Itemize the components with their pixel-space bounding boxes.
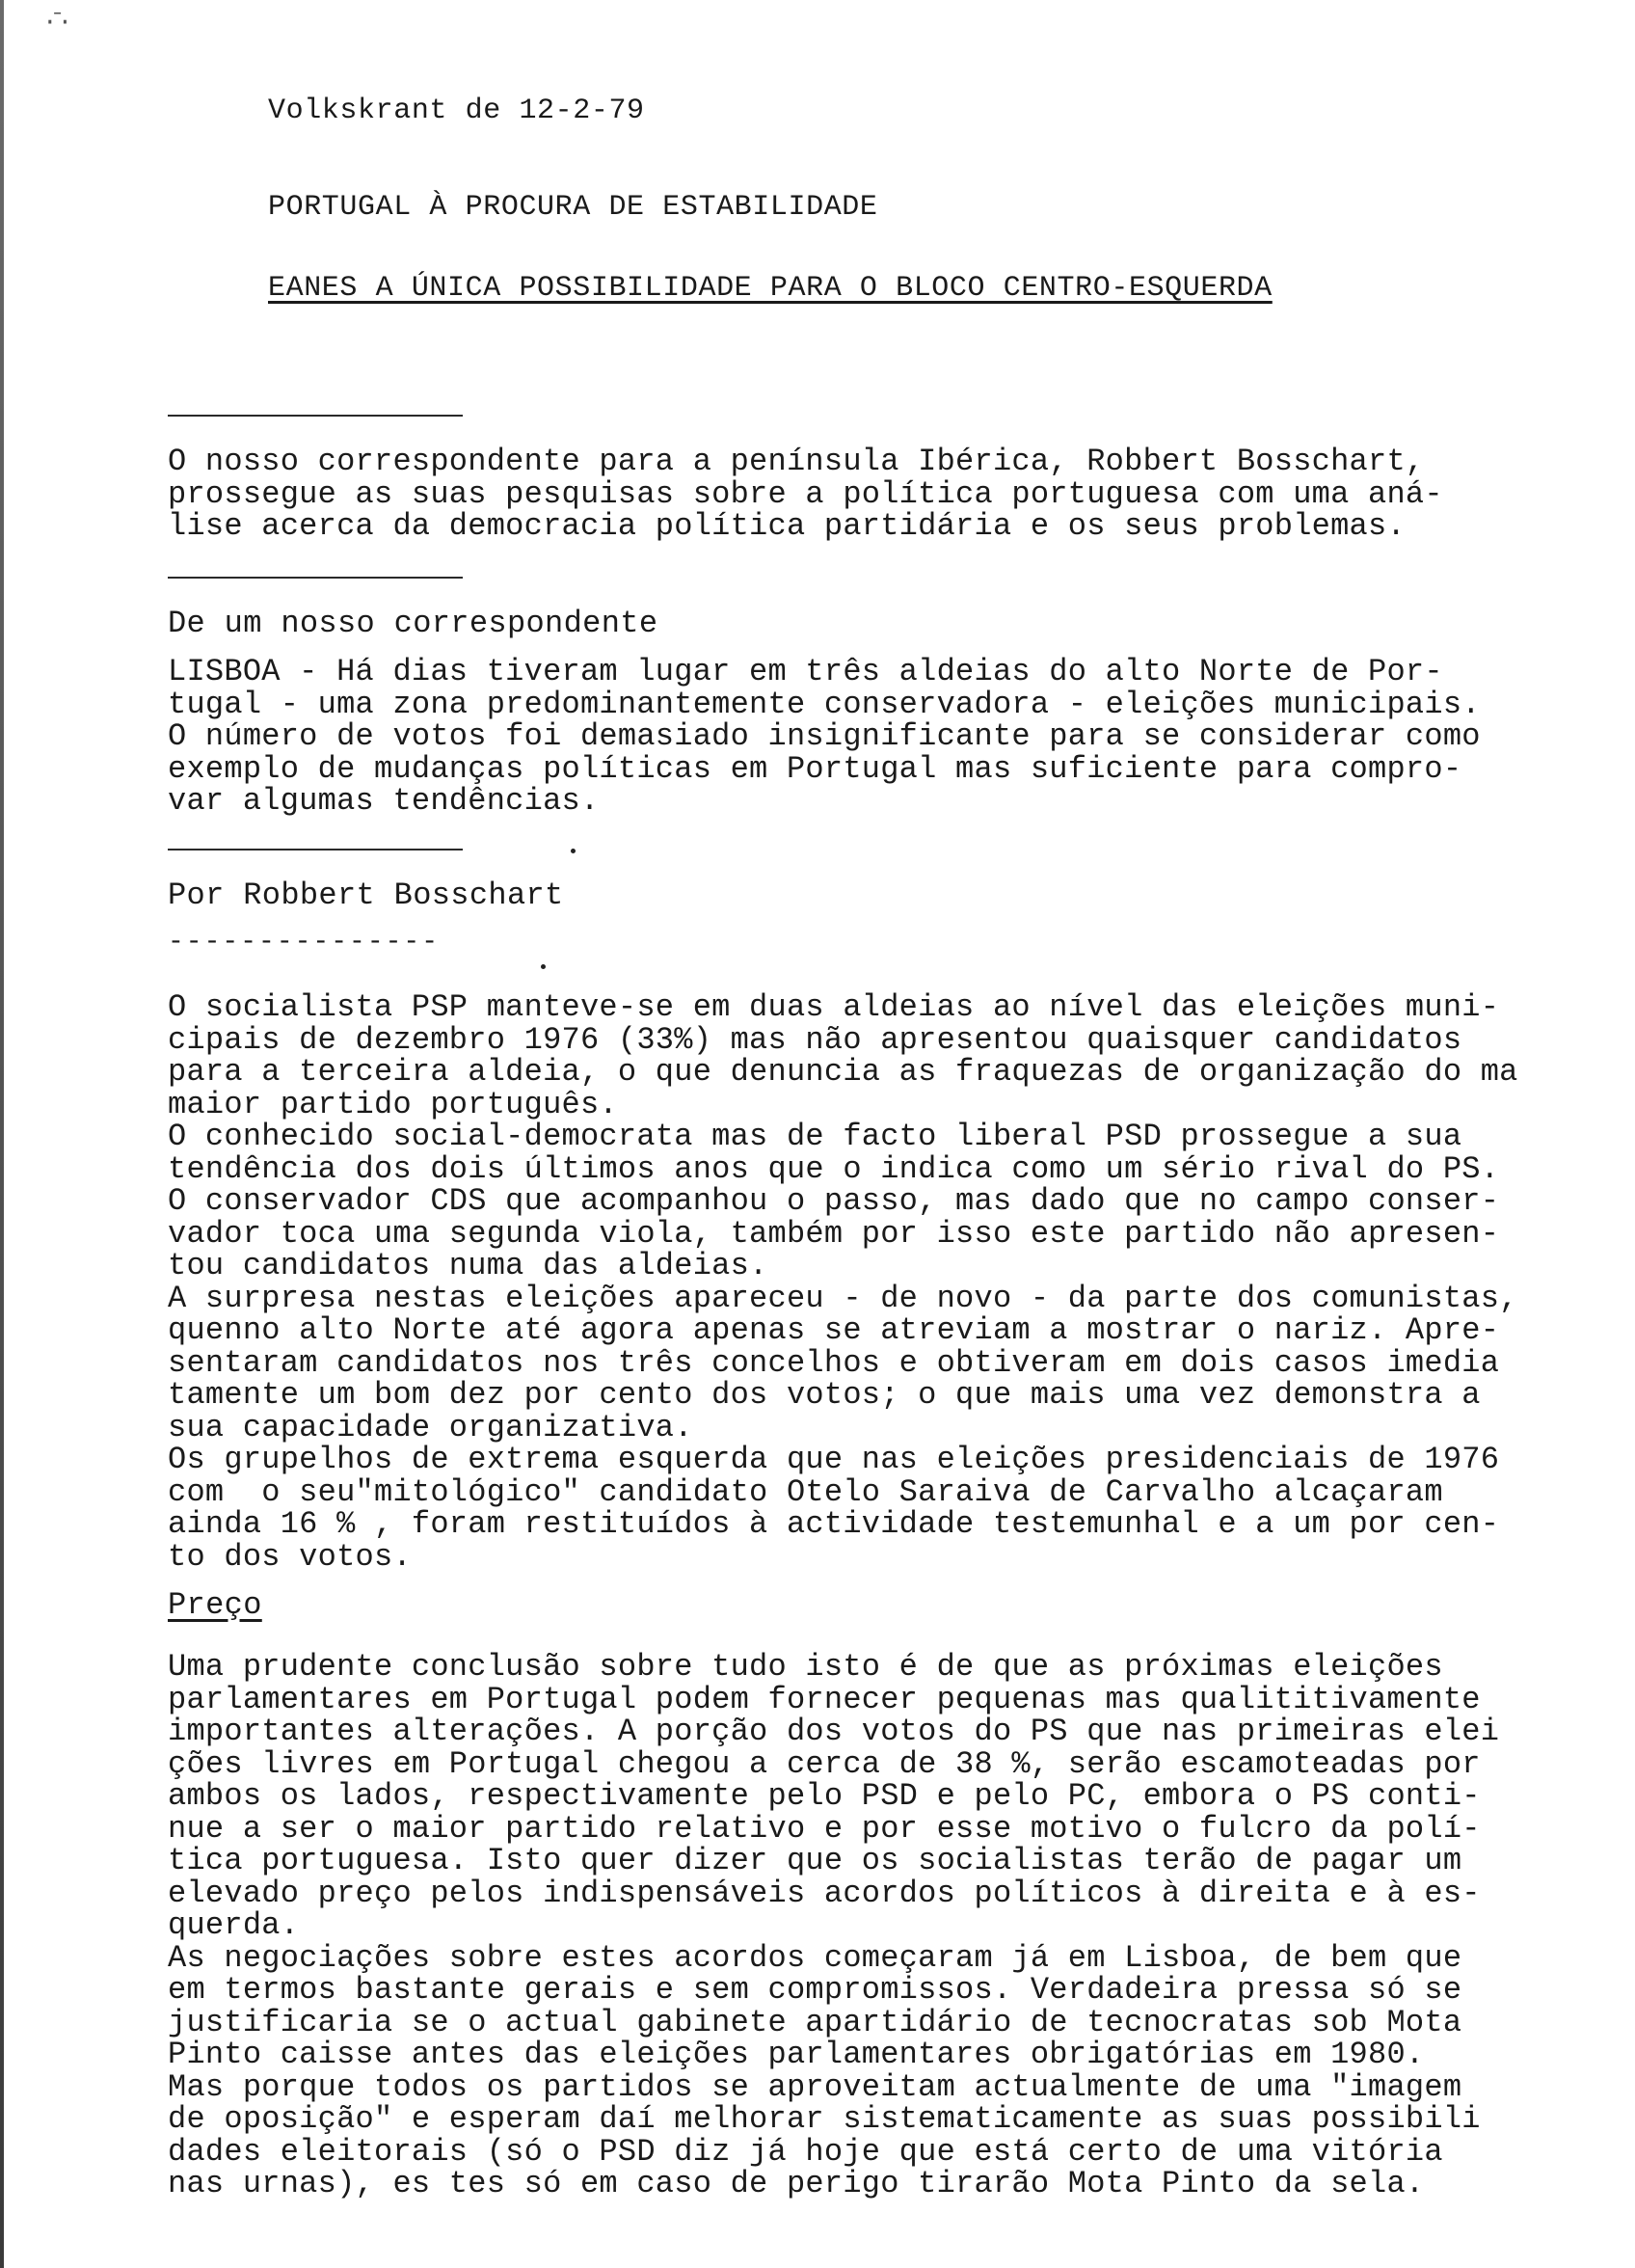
text-line: justificaria se o actual gabinete apartidário de tecnocratas sob Mota — [168, 2004, 1462, 2040]
text-line: para a terceira aldeia, o que denuncia as fraquezas de organização do ma — [168, 1054, 1518, 1090]
corner-mark: ·̄· — [42, 8, 73, 37]
text-line: O número de votos foi demasiado insignificante para se considerar como — [168, 718, 1481, 754]
text-line: vador toca uma segunda viola, também por isso este partido não apresen- — [168, 1215, 1500, 1252]
text-line: sentaram candidatos nos três concelhos e obtiveram em dois casos imedia — [168, 1344, 1500, 1381]
text-line: O nosso correspondente para a península Ibérica, Robbert Bosschart, — [168, 444, 1425, 479]
text-line: parlamentares em Portugal podem fornecer pequenas mas qualititivamente — [168, 1681, 1481, 1717]
source-line: Volkskrant de 12-2-79 — [268, 94, 645, 127]
text-line: prossegue as suas pesquisas sobre a política portuguesa com uma aná- — [168, 475, 1443, 512]
text-line: tugal - uma zona predominantemente conservadora - eleições municipais. — [168, 686, 1481, 722]
intro-paragraph — [168, 446, 1595, 543]
text-line: importantes alterações. A porção dos votos do PS que nas primeiras elei — [168, 1714, 1500, 1749]
text-line: O conservador CDS que acompanhou o passo, mas dado que no campo conser- — [168, 1183, 1500, 1219]
text-line: ções livres em Portugal chegou a cerca de 38 %, serão escamoteadas por — [168, 1745, 1481, 1782]
text-line: com o seu"mitológico" candidato Otelo Saraiva de Carvalho alcaçaram — [168, 1473, 1443, 1510]
text-line: As negociações sobre estes acordos começaram já em Lisboa, de bem que — [168, 1939, 1462, 1976]
text-line: ainda 16 % , foram restituídos à actividade testemunhal e a um por cen- — [168, 1506, 1500, 1542]
text-line: ambos os lados, respectivamente pelo PSD e pelo PC, embora o PS conti- — [168, 1778, 1481, 1814]
text-line: Pinto caisse antes das eleições parlamentares obrigatórias em 1980. — [168, 2037, 1425, 2072]
text-line: exemplo de mudanças políticas em Portugal mas suficiente para compro- — [168, 750, 1462, 787]
article-title: PORTUGAL À PROCURA DE ESTABILIDADE — [268, 191, 878, 224]
divider — [168, 849, 463, 850]
text-line: O conhecido social-democrata mas de facto liberal PSD prossegue a sua — [168, 1119, 1462, 1154]
byline-dashes: --------------- — [168, 928, 441, 958]
text-line: tica portuguesa. Isto quer dizer que os socialistas terão de pagar um — [168, 1843, 1462, 1878]
lead-paragraph — [168, 656, 1595, 818]
correspondent-label: De um nosso correspondente — [168, 606, 658, 641]
text-line: nas urnas), es tes só em caso de perigo tirarão Mota Pinto da sela. — [168, 2166, 1425, 2201]
text-line: var algumas tendências. — [168, 783, 600, 819]
article-subtitle: EANES A ÚNICA POSSIBILIDADE PARA O BLOCO CENTRO-ESQUERDA — [268, 272, 1273, 305]
text-line: tamente um bom dez por cento dos votos; o que mais uma vez demonstra a — [168, 1377, 1481, 1413]
text-line: Mas porque todos os partidos se aproveitam actualmente de uma "imagem — [168, 2068, 1462, 2105]
divider — [168, 577, 463, 579]
text-line: tendência dos dois últimos anos que o indica como um sério rival do PS. — [168, 1150, 1500, 1187]
ink-speck — [541, 964, 546, 969]
text-line: sua capacidade organizativa. — [168, 1409, 693, 1445]
text-line: O socialista PSP manteve-se em duas aldeias ao nível das eleições muni- — [168, 989, 1500, 1025]
text-line: querda. — [168, 1907, 300, 1943]
text-line: A surpresa nestas eleições apareceu - de novo - da parte dos comunistas, — [168, 1280, 1518, 1316]
text-line: lise acerca da democracia política partidária e os seus problemas. — [168, 508, 1406, 544]
divider — [168, 415, 463, 417]
text-line: elevado preço pelos indispensáveis acordos políticos à direita e à es- — [168, 1875, 1481, 1911]
body-paragraph-2 — [168, 1651, 1595, 2200]
text-line: nue a ser o maior partido relativo e por esse motivo o fulcro da polí- — [168, 1810, 1481, 1847]
text-line: Os grupelhos de extrema esquerda que nas eleições presidenciais de 1976 — [168, 1442, 1500, 1477]
text-line: cipais de dezembro 1976 (33%) mas não apresentou quaisquer candidatos — [168, 1021, 1462, 1058]
text-line: de oposição" e esperam daí melhorar sistematicamente as suas possibili — [168, 2101, 1481, 2137]
text-line: tou candidatos numa das aldeias. — [168, 1248, 768, 1283]
text-line: LISBOA - Há dias tiveram lugar em três aldeias do alto Norte de Por- — [168, 654, 1443, 689]
text-line: dades eleitorais (só o PSD diz já hoje que está certo de uma vitória — [168, 2133, 1443, 2170]
section-heading: Preço — [168, 1587, 262, 1623]
ink-speck — [571, 849, 576, 853]
text-line: Uma prudente conclusão sobre tudo isto é de que as próximas eleições — [168, 1649, 1443, 1685]
scan-edge — [0, 0, 4, 2268]
text-line: em termos bastante gerais e sem compromissos. Verdadeira pressa só se — [168, 1972, 1462, 2008]
text-line: to dos votos. — [168, 1538, 412, 1575]
text-line: quenno alto Norte até agora apenas se atreviam a mostrar o nariz. Apre- — [168, 1312, 1500, 1348]
body-paragraph-1 — [168, 991, 1595, 1573]
byline: Por Robbert Bosschart — [168, 878, 564, 913]
text-line: maior partido português. — [168, 1086, 618, 1122]
